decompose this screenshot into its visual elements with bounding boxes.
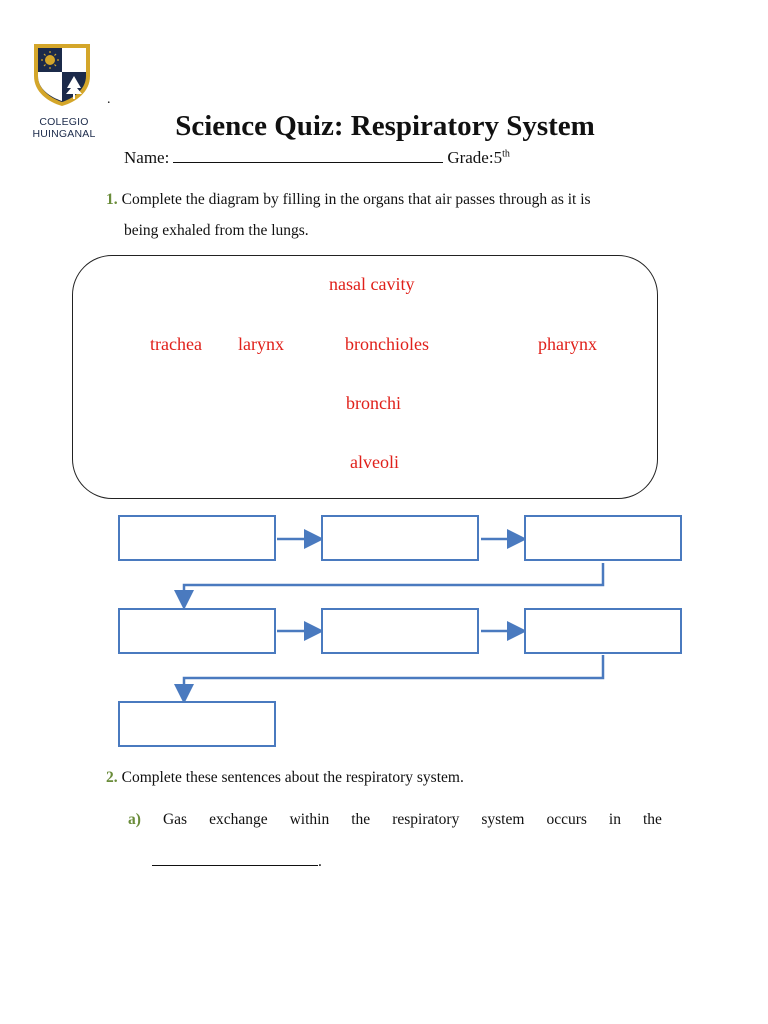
question-1-number: 1. — [106, 191, 118, 208]
flow-box-4[interactable] — [118, 608, 276, 654]
sentence-word: exchange — [209, 811, 268, 828]
sentence-word: occurs — [546, 811, 587, 828]
grade-sup: th — [502, 148, 510, 160]
word-nasal-cavity: nasal cavity — [329, 274, 415, 294]
flow-box-6[interactable] — [524, 608, 682, 654]
answer-blank-line[interactable] — [152, 853, 318, 866]
word-larynx: larynx — [238, 334, 284, 354]
word-bronchi: bronchi — [346, 393, 401, 413]
answer-blank-2a[interactable] — [152, 853, 322, 871]
sentence-word: respiratory — [392, 811, 460, 828]
word-pharynx: pharynx — [538, 334, 597, 354]
arrow-3-4 — [184, 563, 603, 605]
stray-dot: . — [107, 92, 111, 107]
question-2-number: 2. — [106, 769, 118, 786]
question-2a — [128, 805, 662, 835]
school-name-line2: HUINGANAL — [32, 128, 96, 140]
flow-box-3[interactable] — [524, 515, 682, 561]
school-name-line1: COLEGIO — [39, 116, 89, 128]
question-2a-letter: a) — [128, 811, 141, 828]
sentence-ending: . — [318, 853, 322, 870]
sentence-word: in — [608, 811, 621, 828]
sentence-word: Gas — [162, 811, 188, 828]
arrow-6-7 — [184, 655, 603, 699]
question-2a-row — [128, 805, 662, 835]
flow-box-7[interactable] — [118, 701, 276, 747]
word-trachea: trachea — [150, 334, 202, 354]
question-1-text-line1: Complete the diagram by filling in the organs that air passes through as it is — [121, 191, 591, 208]
question-2-text: Complete these sentences about the respiratory system. — [121, 769, 464, 786]
sentence-word: within — [289, 811, 330, 828]
question-1-text-line2: being exhaled from the lungs. — [124, 222, 309, 239]
sentence-word: the — [642, 811, 662, 828]
flow-box-2[interactable] — [321, 515, 479, 561]
page-title-text: Science Quiz: Respiratory System — [175, 110, 595, 142]
sentence-word: system — [481, 811, 525, 828]
flow-box-1[interactable] — [118, 515, 276, 561]
sentence-word: the — [351, 811, 371, 828]
name-label: Name: — [124, 148, 170, 167]
flow-box-5[interactable] — [321, 608, 479, 654]
word-bronchioles: bronchioles — [345, 334, 429, 354]
word-alveoli: alveoli — [350, 452, 399, 472]
grade-label: Grade:5 — [447, 148, 503, 167]
question-2 — [106, 762, 464, 793]
